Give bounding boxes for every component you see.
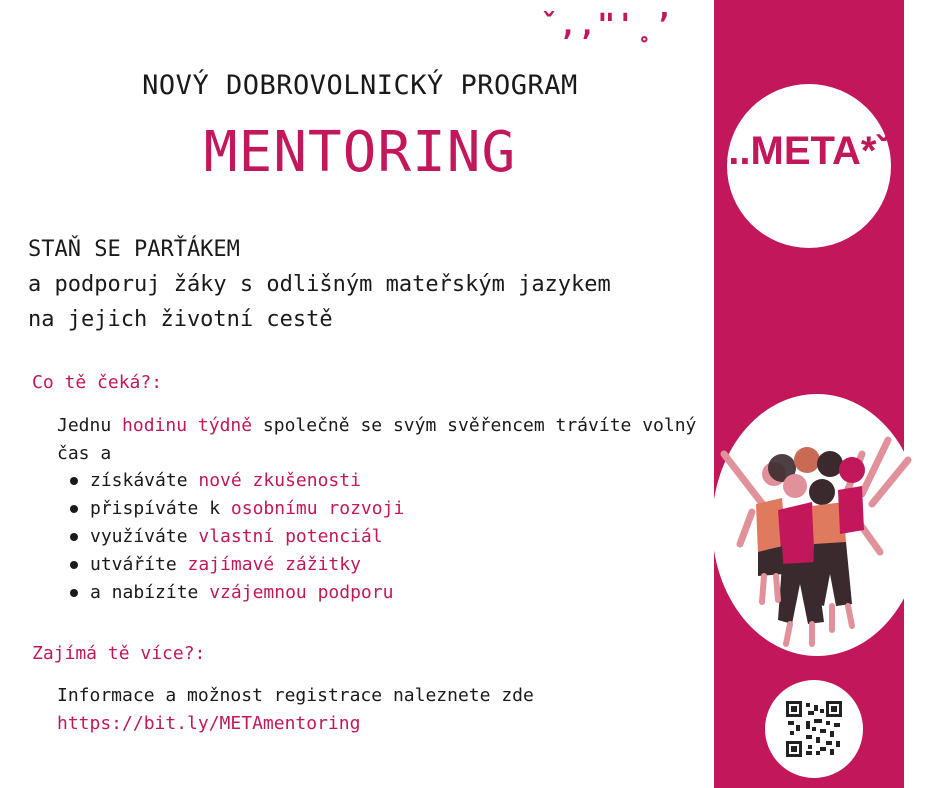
- list-item-accent: nové zkušenosti: [198, 470, 361, 491]
- meta-logo: ..META*ˇ: [728, 129, 890, 173]
- list-item: [66, 467, 404, 495]
- section-heading-what-awaits: Co tě čeká?:: [32, 372, 163, 393]
- list-item-accent: zajímavé zážitky: [187, 554, 361, 575]
- list-item-plain: využíváte: [90, 526, 199, 547]
- section-paragraph: [57, 412, 707, 468]
- list-item: [66, 523, 404, 551]
- list-item-plain: utváříte: [90, 554, 188, 575]
- intro-line-1: STAŇ SE PARŤÁKEM: [28, 237, 240, 262]
- info-text: Informace a možnost registrace naleznete zde: [57, 685, 534, 706]
- list-item-plain: získáváte: [90, 470, 199, 491]
- registration-link[interactable]: https://bit.ly/METAmentoring: [57, 713, 361, 734]
- intro-line-3: na jejich životní cestě: [28, 307, 333, 332]
- list-item: [66, 495, 404, 523]
- logo-badge: [727, 84, 891, 248]
- paragraph-accent: hodinu týdně: [122, 415, 253, 436]
- paragraph-end: společně se svým svěřencem trávíte volný čas a: [57, 415, 697, 464]
- section-heading-more-info: Zajímá tě více?:: [32, 643, 206, 664]
- list-item-accent: vlastní potenciál: [198, 526, 383, 547]
- list-item: [66, 551, 404, 579]
- list-item: [66, 579, 404, 607]
- list-item-accent: vzájemnou podporu: [209, 582, 394, 603]
- illustration-circle: [712, 394, 922, 656]
- page-title: MENTORING: [203, 120, 517, 185]
- intro-block: [28, 232, 611, 337]
- qr-badge: [765, 680, 863, 778]
- list-item-accent: osobnímu rozvoji: [230, 498, 405, 519]
- list-item-plain: přispíváte k: [90, 498, 231, 519]
- paragraph-start: Jednu: [57, 415, 123, 436]
- decorative-marks: ˇ,,"'˳’: [540, 8, 674, 43]
- group-of-people-illustration: [712, 394, 922, 656]
- program-kicker: NOVÝ DOBROVOLNICKÝ PROGRAM: [142, 70, 578, 101]
- intro-line-2: a podporuj žáky s odlišným mateřským jazykem: [28, 272, 611, 297]
- benefits-list: [66, 467, 404, 607]
- list-item-plain: a nabízíte: [90, 582, 210, 603]
- qr-code-icon[interactable]: [786, 701, 842, 757]
